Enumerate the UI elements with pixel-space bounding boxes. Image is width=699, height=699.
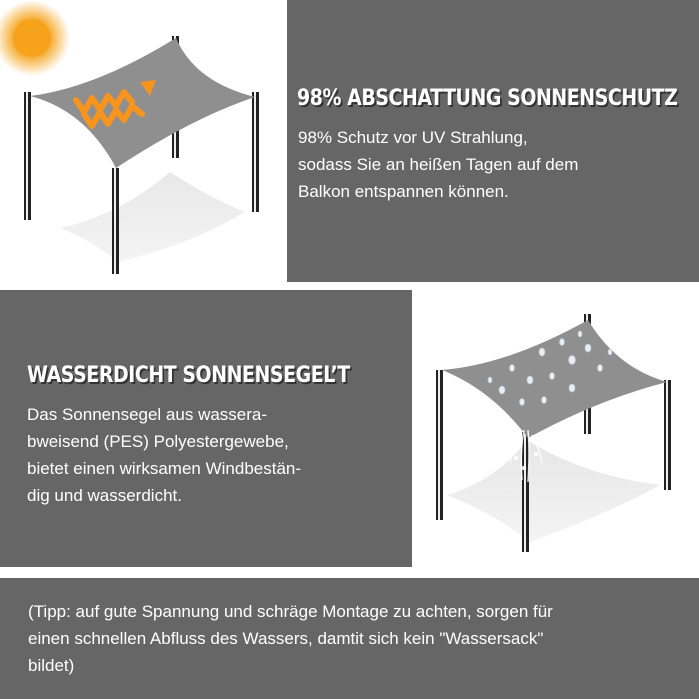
pole [112, 168, 119, 274]
pole [522, 432, 529, 552]
tip-text: (Tipp: auf gute Spannung und schräge Montage zu achten, sorgen für einen schnellen Abfluss des Wassers, damtit sich kein "Wassersack" bildet) [28, 602, 553, 675]
waterproof-panel [0, 290, 412, 567]
pole [24, 92, 31, 220]
tip-panel [0, 578, 699, 699]
sail-shadow [447, 440, 660, 542]
sun-icon [0, 0, 70, 76]
sunshade-illustration [0, 0, 287, 282]
waterproof-sail-illustration [412, 290, 699, 567]
waterproof-heading: WASSERDICHT SONNENSEGEL’T [27, 363, 350, 388]
uv-protection-panel [287, 0, 699, 282]
shade-sail [442, 320, 667, 438]
uv-protection-description: 98% Schutz vor UV Strahlung, sodass Sie an heißen Tagen auf dem Balkon entspannen können. [298, 128, 579, 201]
pole [252, 92, 259, 212]
sail-shadow [60, 172, 245, 262]
waterproof-description: Das Sonnensegel aus wassera- bweisend (PES) Polyestergewebe, bietet einen wirksamen Windbestän- dig und wasserdicht. [27, 405, 302, 505]
pole [436, 370, 443, 520]
uv-protection-heading: 98% ABSCHATTUNG SONNENSCHUTZ [297, 86, 678, 111]
pole [664, 380, 671, 490]
